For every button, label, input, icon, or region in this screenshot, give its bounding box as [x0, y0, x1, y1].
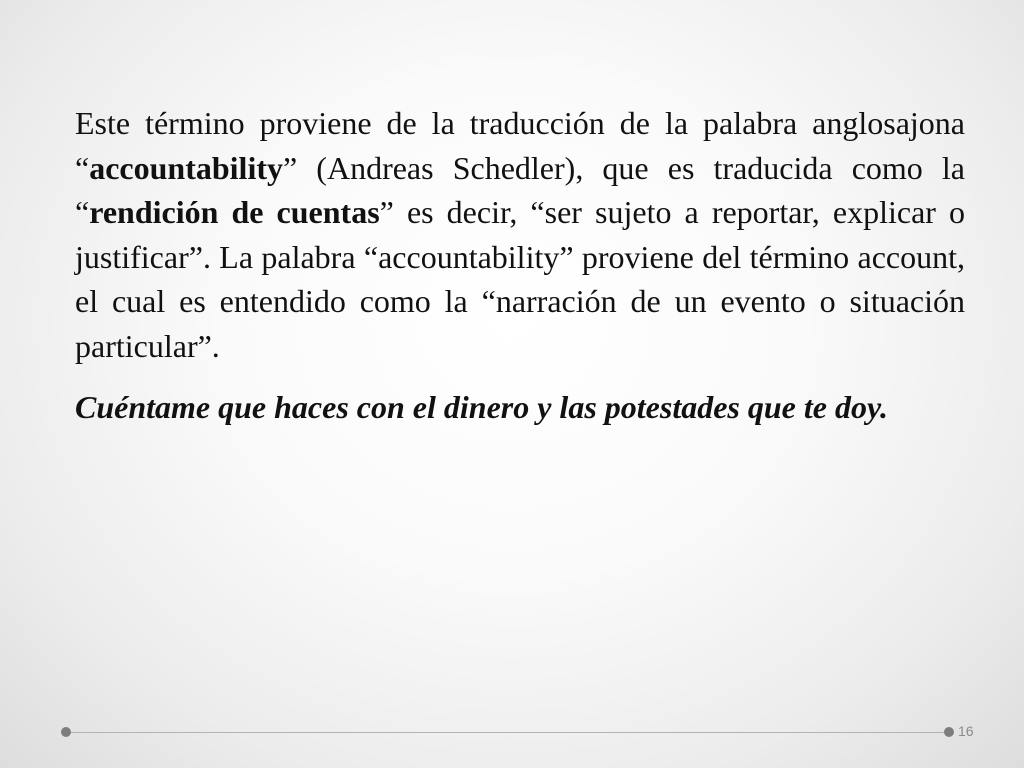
footer-divider	[68, 732, 945, 733]
footer-left-dot	[61, 727, 71, 737]
term-rendicion-de-cuentas: rendición de cuentas	[89, 194, 380, 230]
definition-paragraph	[75, 101, 965, 368]
slide-content	[75, 101, 965, 429]
footer-right-dot	[944, 727, 954, 737]
definition-text-2: ” (Andreas Schedler), que es traducida como la “	[75, 149, 965, 230]
emphasis-quote: Cuéntame que haces con el dinero y las potestades que te doy.	[75, 389, 888, 425]
definition-text-1: Este término proviene de la traducción de la palabra anglosajona “	[75, 105, 965, 186]
term-accountability: accountability	[89, 149, 283, 186]
definition-text-3: ” es decir, “ser sujeto a reportar, explicar o justificar”. La palabra “accountability” proviene del término account, el cual es entendido como la “narración de un evento o situación particular”.	[75, 194, 966, 364]
page-number: 16	[958, 723, 974, 739]
